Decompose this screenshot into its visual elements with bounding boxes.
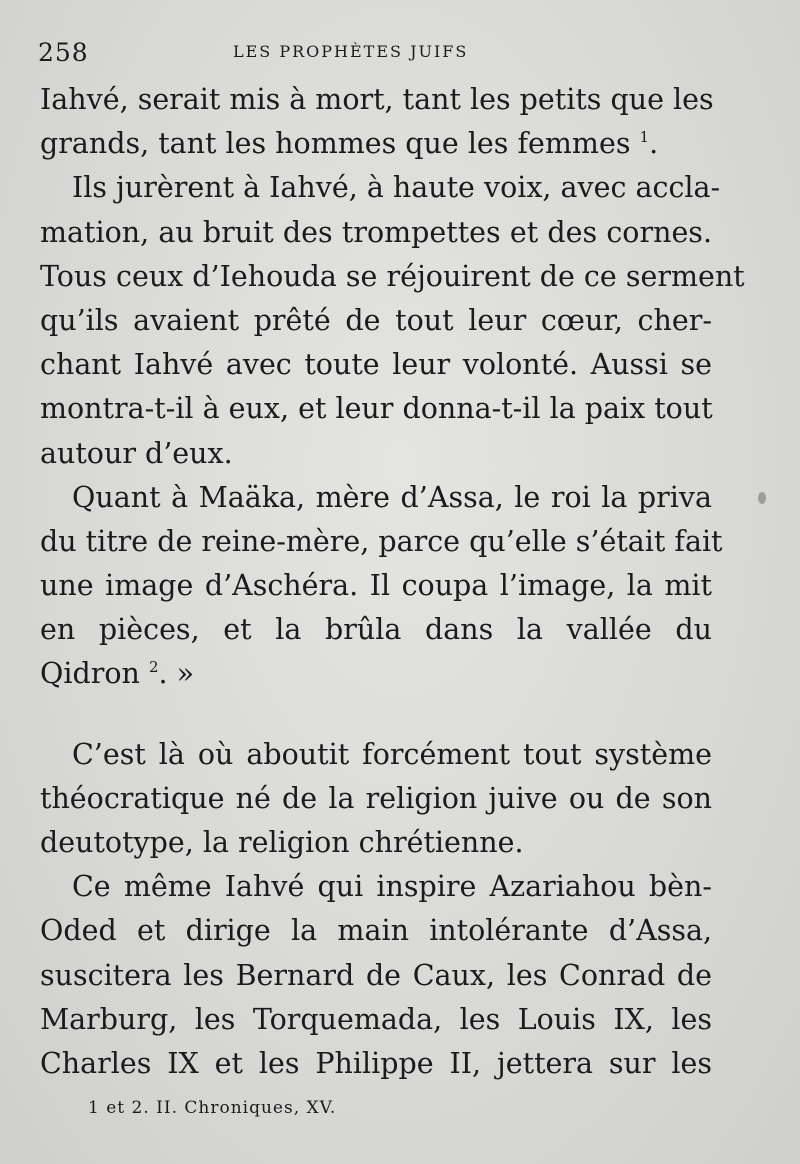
footnote: 1 et 2. II. Chroniques, XV. bbox=[88, 1098, 337, 1118]
text-line: autour d’eux. bbox=[40, 436, 233, 470]
page-header bbox=[38, 38, 758, 68]
text-line: une image d’Aschéra. Il coupa l’image, la mit bbox=[40, 569, 712, 603]
text-segment: grands, tant les hommes que les femmes bbox=[40, 127, 631, 161]
text-line bbox=[40, 122, 712, 166]
text-line: Ils jurèrent à Iahvé, à haute voix, avec accla- bbox=[72, 171, 721, 205]
footnote-marker: 2 bbox=[148, 658, 159, 677]
text-segment: . bbox=[649, 127, 659, 161]
text-line: du titre de reine-mère, parce qu’elle s’était fait bbox=[40, 524, 723, 558]
text-line: C’est là où aboutit forcément tout système bbox=[72, 737, 712, 771]
text-line: en pièces, et la brûla dans la vallée du bbox=[40, 613, 712, 647]
text-segment: . » bbox=[158, 657, 195, 691]
text-line: Quant à Maäka, mère d’Assa, le roi la priva bbox=[72, 480, 712, 514]
text-line: montra-t-il à eux, et leur donna-t-il la paix tout bbox=[40, 392, 713, 426]
paragraph-2 bbox=[40, 166, 745, 475]
text-line bbox=[40, 652, 712, 696]
paragraph-4 bbox=[40, 733, 712, 866]
text-line: deutotype, la religion chrétienne. bbox=[40, 826, 524, 859]
text-line: mation, au bruit des trompettes et des cornes. bbox=[40, 215, 712, 249]
text-line: suscitera les Bernard de Caux, les Conrad de bbox=[40, 958, 712, 992]
text-segment: Qidron bbox=[40, 657, 140, 691]
ink-speck bbox=[758, 492, 766, 504]
page-number: 258 bbox=[38, 38, 89, 67]
text-line: Marburg, les Torquemada, les Louis IX, les bbox=[40, 1002, 712, 1036]
paragraph-5 bbox=[40, 865, 712, 1086]
text-line: Tous ceux d’Iehouda se réjouirent de ce serment bbox=[40, 259, 745, 293]
page-body bbox=[40, 78, 745, 1086]
running-title: LES PROPHÈTES JUIFS bbox=[233, 42, 469, 61]
footnote-marker: 1 bbox=[639, 128, 650, 147]
text-line: théocratique né de la religion juive ou de son bbox=[40, 781, 712, 815]
text-line: qu’ils avaient prêté de tout leur cœur, cher- bbox=[40, 303, 712, 337]
text-line: chant Iahvé avec toute leur volonté. Aussi se bbox=[40, 348, 712, 382]
text-line: Iahvé, serait mis à mort, tant les petits que les bbox=[40, 83, 714, 116]
paragraph-3 bbox=[40, 476, 723, 697]
paragraph-1 bbox=[40, 78, 712, 166]
text-line: Oded et dirige la main intolérante d’Assa, bbox=[40, 914, 712, 948]
text-line: Charles IX et les Philippe II, jettera sur les bbox=[40, 1046, 712, 1080]
paragraph-gap bbox=[40, 697, 712, 733]
text-line: Ce même Iahvé qui inspire Azariahou bèn- bbox=[72, 870, 712, 904]
